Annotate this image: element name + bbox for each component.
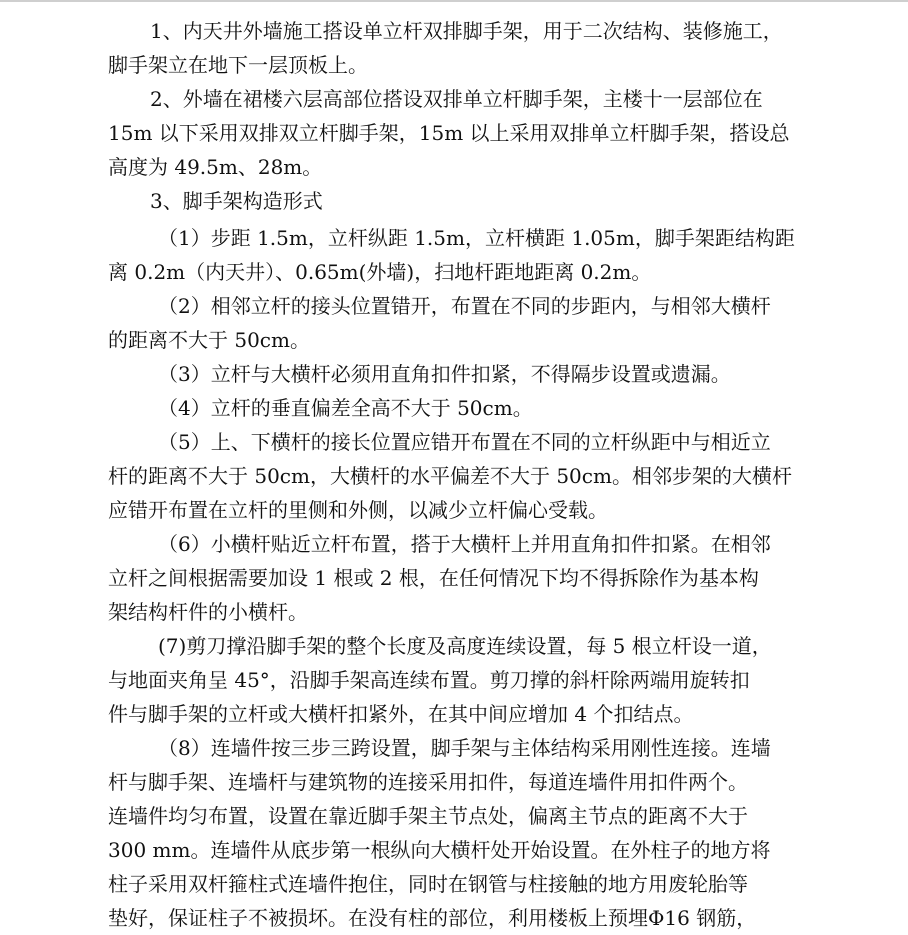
item-5-line-3: 应错开布置在立杆的里侧和外侧，以减少立杆偏心受载。 (108, 498, 608, 522)
item-5-line-1: （5）上、下横杆的接长位置应错开布置在不同的立杆纵距中与相近立 (158, 430, 771, 454)
item-1-line-2: 离 0.2m（内天井）、0.65m(外墙)，扫地杆距地距离 0.2m。 (108, 260, 652, 284)
item-3-line-1: （3）立杆与大横杆必须用直角扣件扣紧，不得隔步设置或遗漏。 (158, 362, 731, 386)
item-8-line-2: 杆与脚手架、连墙杆与建筑物的连接采用扣件，每道连墙件用扣件两个。 (108, 770, 748, 794)
item-2-line-1: （2）相邻立杆的接头位置错开，布置在不同的步距内，与相邻大横杆 (158, 294, 771, 318)
item-8-line-1: （8）连墙件按三步三跨设置，脚手架与主体结构采用刚性连接。连墙 (158, 736, 771, 760)
item-6-line-2: 立杆之间根据需要加设 1 根或 2 根，在任何情况下均不得拆除作为基本构 (108, 566, 759, 590)
paragraph-3-heading: 3、脚手架构造形式 (150, 189, 323, 213)
item-6-line-1: （6）小横杆贴近立杆布置，搭于大横杆上并用直角扣件扣紧。在相邻 (158, 532, 771, 556)
paragraph-2-line-2: 15m 以下采用双排双立杆脚手架，15m 以上采用双排单立杆脚手架，搭设总 (108, 121, 790, 145)
item-5-line-2: 杆的距离不大于 50cm，大横杆的水平偏差不大于 50cm。相邻步架的大横杆 (108, 464, 792, 488)
item-7-line-2: 与地面夹角呈 45°，沿脚手架高连续布置。剪刀撑的斜杆除两端用旋转扣 (108, 668, 750, 692)
item-7-line-3: 件与脚手架的立杆或大横杆扣紧外，在其中间应增加 4 个扣结点。 (108, 702, 694, 726)
document-body (108, 14, 808, 935)
item-8-line-3: 连墙件均匀布置，设置在靠近脚手架主节点处，偏离主节点的距离不大于 (108, 804, 748, 828)
item-6-line-3: 架结构杆件的小横杆。 (108, 600, 308, 624)
paragraph-2-line-3: 高度为 49.5m、28m。 (108, 155, 323, 179)
item-7-line-1: (7)剪刀撑沿脚手架的整个长度及高度连续设置，每 5 根立杆设一道， (158, 634, 772, 658)
item-2-line-2: 的距离不大于 50cm。 (108, 328, 310, 352)
paragraph-1-line-1: 1、内天井外墙施工搭设单立杆双排脚手架，用于二次结构、装修施工， (150, 19, 783, 43)
item-1-line-1: （1）步距 1.5m，立杆纵距 1.5m，立杆横距 1.05m，脚手架距结构距 (158, 226, 795, 250)
item-8-line-5: 柱子采用双杆箍柱式连墙件抱住，同时在钢管与柱接触的地方用废轮胎等 (108, 872, 748, 896)
item-4-line-1: （4）立杆的垂直偏差全高不大于 50cm。 (158, 396, 533, 420)
item-8-line-6: 垫好，保证柱子不被损坏。在没有柱的部位，利用楼板上预埋Φ16 钢筋， (108, 906, 757, 930)
item-8-line-4: 300 mm。连墙件从底步第一根纵向大横杆处开始设置。在外柱子的地方将 (108, 838, 771, 862)
paragraph-2-line-1: 2、外墙在裙楼六层高部位搭设双排单立杆脚手架，主楼十一层部位在 (150, 87, 763, 111)
page-top-border (0, 0, 908, 2)
paragraph-1-line-2: 脚手架立在地下一层顶板上。 (108, 53, 368, 77)
